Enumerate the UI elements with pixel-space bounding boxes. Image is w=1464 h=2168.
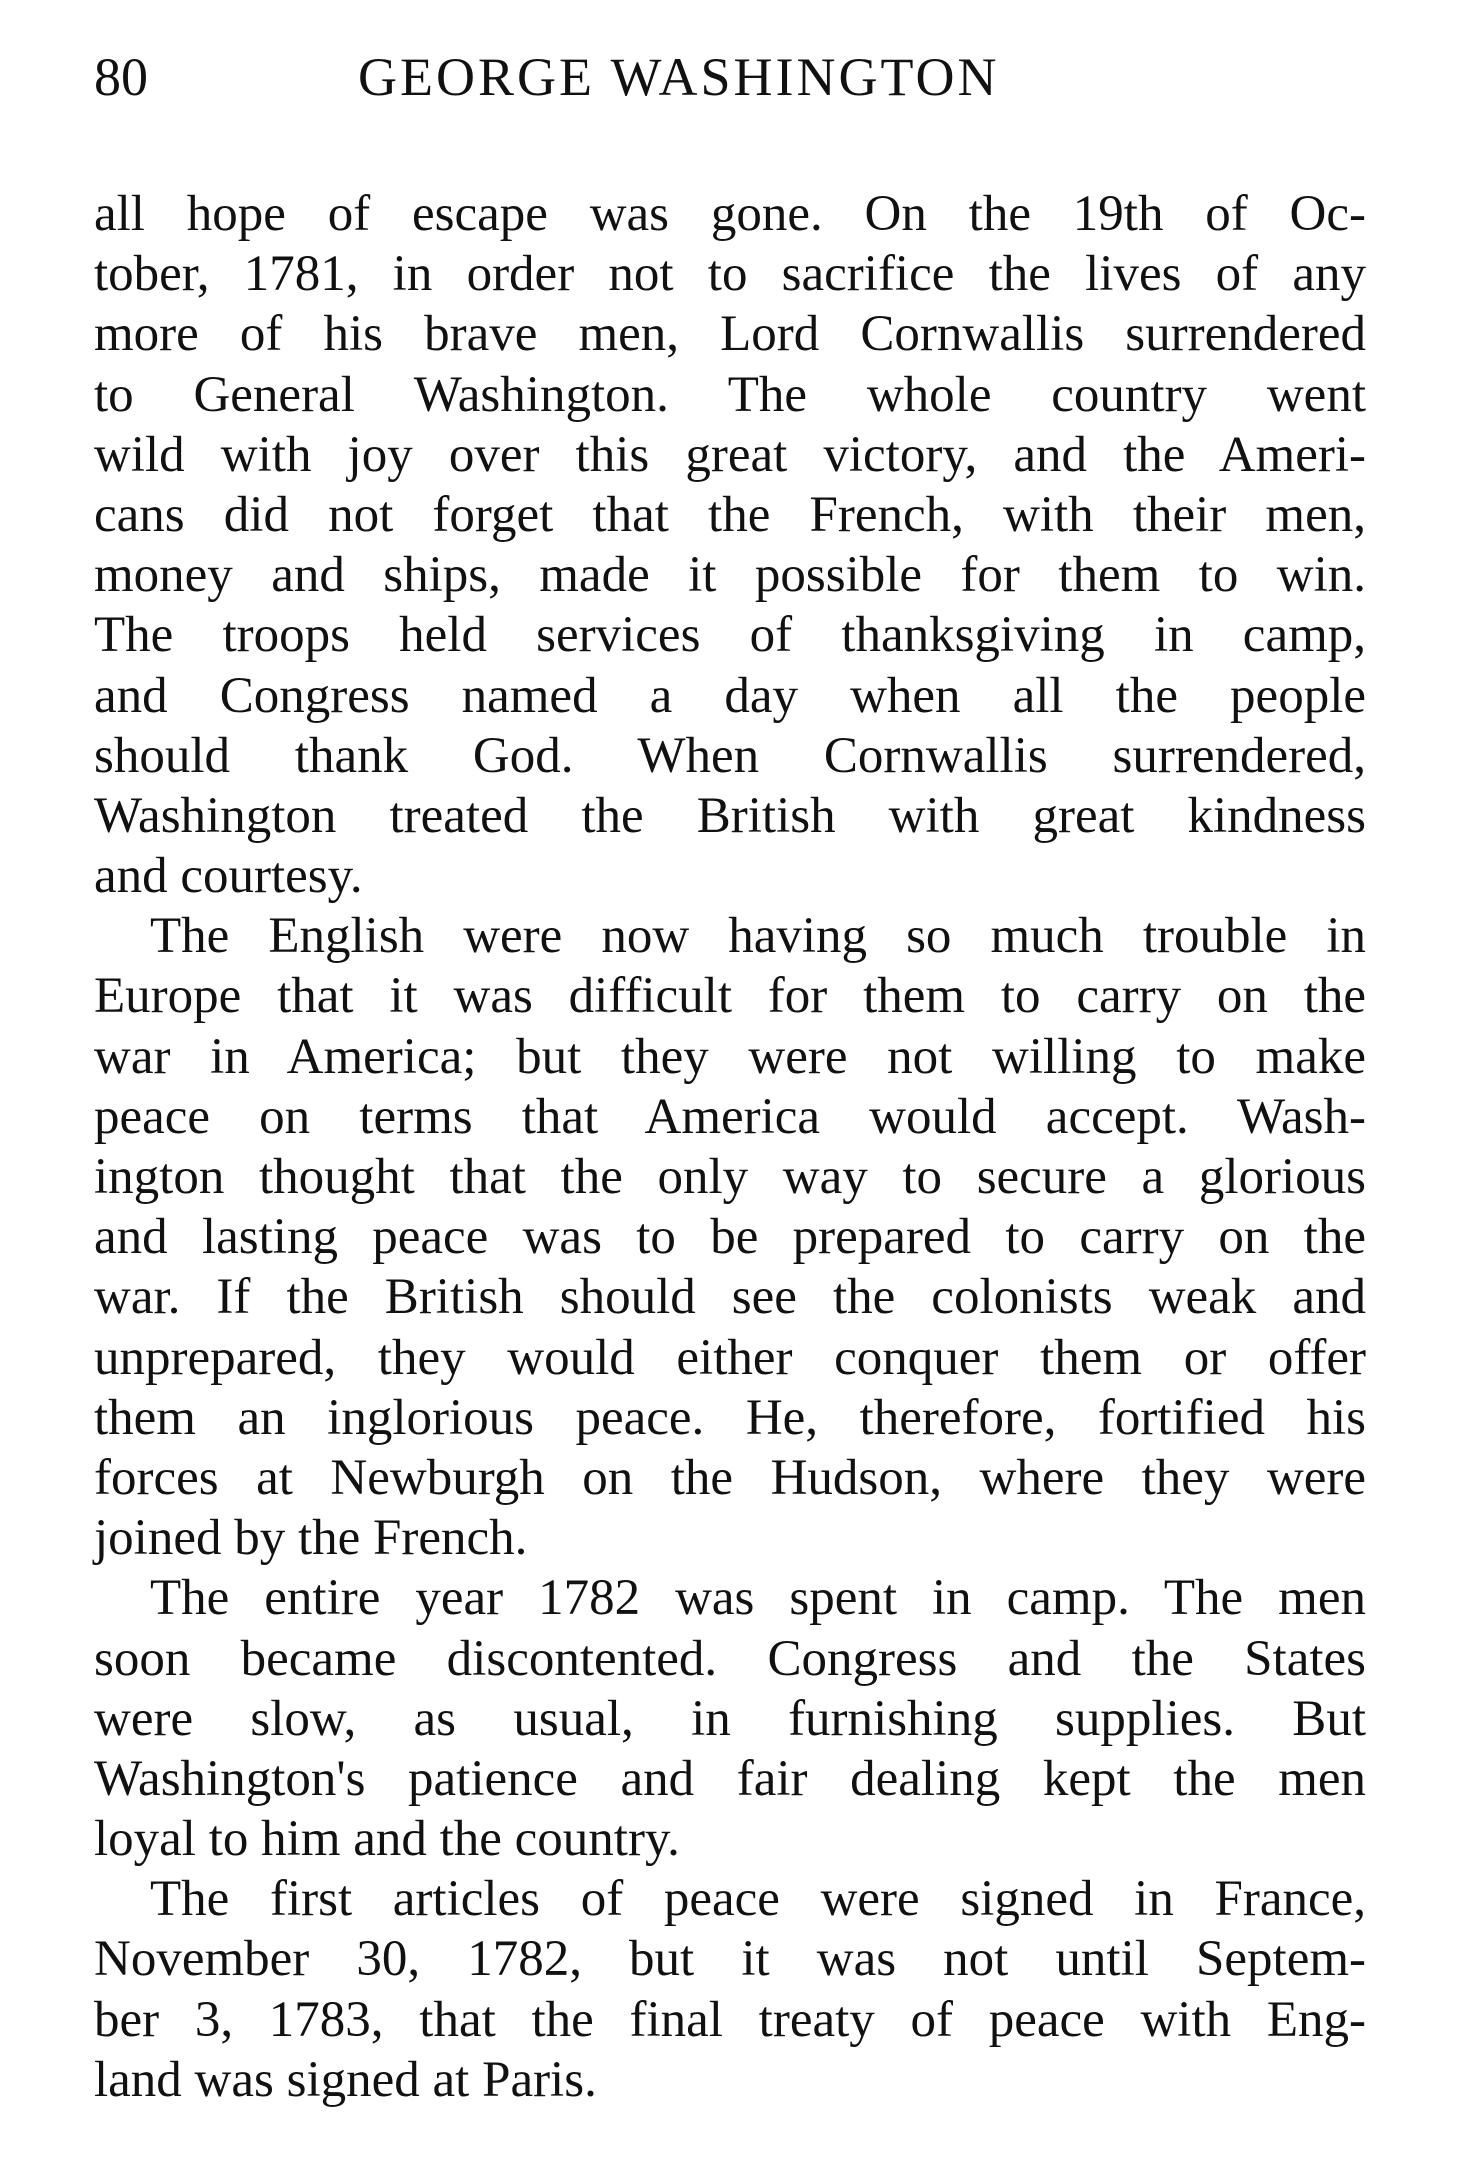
text-line: November 30, 1782, but it was not until Septem- (94, 1931, 1366, 1988)
text-line: all hope of escape was gone. On the 19th of Oc- (94, 186, 1366, 242)
text-line: more of his brave men, Lord Cornwallis surrendered (94, 306, 1366, 363)
text-line: and Congress named a day when all the people (94, 667, 1366, 724)
text-line: The first articles of peace were signed in France, (150, 1871, 1366, 1928)
text-line: ber 3, 1783, that the final treaty of peace with Eng- (94, 1991, 1366, 2048)
text-line: them an inglorious peace. He, therefore, fortified his (94, 1389, 1366, 1446)
paragraph-4 (94, 1869, 1366, 2110)
text-line: The English were now having so much trouble in (150, 908, 1366, 965)
text-line: wild with joy over this great victory, and the Ameri- (94, 426, 1366, 483)
text-line: war in America; but they were not willing to make (94, 1028, 1366, 1085)
paragraph-1 (94, 184, 1366, 906)
text-line: loyal to him and the country. (94, 1811, 680, 1868)
text-line: ington thought that the only way to secure a glorious (94, 1149, 1366, 1205)
text-line: soon became discontented. Congress and the States (94, 1630, 1366, 1687)
text-line: forces at Newburgh on the Hudson, where they were (94, 1449, 1366, 1506)
book-title: GEORGE WASHINGTON (358, 47, 1000, 107)
text-line: tober, 1781, in order not to sacrifice the lives of any (94, 246, 1366, 303)
text-line: war. If the British should see the colonists weak and (94, 1269, 1366, 1326)
text-line: Europe that it was difficult for them to carry on the (94, 968, 1366, 1025)
text-line: Washington treated the British with great kindness (94, 787, 1366, 844)
text-line: The troops held services of thanksgiving in camp, (94, 607, 1366, 664)
text-line: were slow, as usual, in furnishing supplies. But (94, 1690, 1366, 1747)
text-line: cans did not forget that the French, with their men, (94, 486, 1366, 543)
page-number: 80 (94, 47, 148, 107)
paragraph-3 (94, 1568, 1366, 1869)
text-line: and lasting peace was to be prepared to carry on the (94, 1209, 1366, 1266)
text-line: and courtesy. (94, 848, 363, 905)
running-head (94, 38, 1366, 116)
text-line: Washington's patience and fair dealing kept the men (94, 1750, 1366, 1807)
text-line: money and ships, made it possible for them to win. (94, 547, 1366, 604)
text-line: joined by the French. (94, 1510, 528, 1567)
paragraph-2 (94, 906, 1366, 1568)
text-line: to General Washington. The whole country went (94, 366, 1366, 423)
text-line: should thank God. When Cornwallis surrendered, (94, 727, 1366, 784)
text-line: peace on terms that America would accept. Wash- (94, 1088, 1366, 1145)
text-line: The entire year 1782 was spent in camp. The men (150, 1570, 1366, 1627)
book-page (94, 38, 1366, 2110)
text-line: unprepared, they would either conquer them or offer (94, 1329, 1366, 1386)
body-text (94, 184, 1366, 2110)
text-line: land was signed at Paris. (94, 2051, 597, 2108)
